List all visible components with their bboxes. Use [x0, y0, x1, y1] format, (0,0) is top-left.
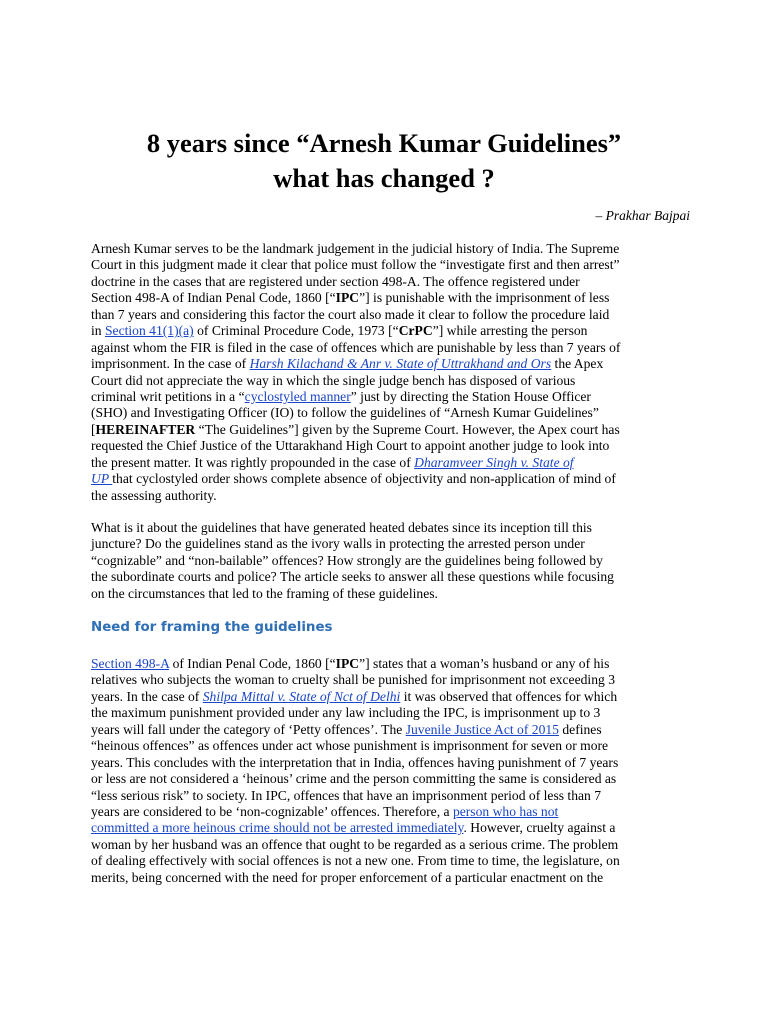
- link-heinous-crime-arrest[interactable]: person who has not: [452, 803, 559, 819]
- text-run: ”] while arresting the person: [432, 323, 588, 339]
- text-line: [91, 689, 691, 705]
- text-line: Court in this judgment made it clear that police must follow the “investigate first and then arrest”: [91, 257, 620, 273]
- text-run: . However, cruelty against a: [463, 820, 616, 836]
- title-line-2: what has changed ?: [273, 163, 495, 193]
- bold-term: IPC: [335, 290, 360, 306]
- text-line: [91, 422, 691, 438]
- text-line: (SHO) and Investigating Officer (IO) to follow the guidelines of “Arnesh Kumar Guidelines”: [91, 405, 599, 421]
- text-line: merits, being concerned with the need for proper enforcement of a particular enactment on the: [91, 869, 604, 885]
- text-line: the subordinate courts and police? The article seeks to answer all these questions while focusing: [91, 569, 614, 585]
- text-line: [91, 722, 691, 738]
- link-dharamveer-singh-case[interactable]: Dharamveer Singh v. State of: [414, 454, 574, 470]
- bold-term: HEREINAFTER: [95, 421, 196, 437]
- text-line: on the circumstances that led to the framing of these guidelines.: [91, 585, 438, 601]
- text-run: the present matter. It was rightly propounded in the case of: [91, 454, 415, 470]
- text-run: ” just by directing the Station House Officer: [350, 388, 591, 404]
- text-line: What is it about the guidelines that have generated heated debates since its inception till this: [91, 520, 592, 535]
- text-line: [91, 290, 691, 306]
- text-line: doctrine in the cases that are registered under section 498-A. The offence registered under: [91, 273, 580, 289]
- text-line: the assessing authority.: [91, 487, 217, 503]
- paragraph-intro: [91, 241, 691, 504]
- text-line: [91, 820, 691, 836]
- text-run: imprisonment. In the case of: [91, 356, 250, 372]
- text-run: years are considered to be ‘non-cognizable’ offences. Therefore, a: [91, 803, 453, 819]
- page-title: [60, 126, 708, 196]
- text-run: of Criminal Procedure Code, 1973 [“: [193, 323, 399, 339]
- text-line: [91, 471, 691, 487]
- text-run: “The Guidelines”] given by the Supreme Court. However, the Apex court has: [195, 421, 620, 437]
- author-byline: – Prakhar Bajpai: [595, 208, 690, 223]
- text-run: years will fall under the category of ‘Petty offences’. The: [91, 721, 406, 737]
- link-shilpa-mittal-case[interactable]: Shilpa Mittal v. State of Nct of Delhi: [202, 688, 401, 704]
- text-run: in: [91, 323, 105, 339]
- text-line: relatives who subjects the woman to cruelty shall be punished for imprisonment not exceeding 3: [91, 672, 615, 688]
- text-line: [91, 656, 691, 672]
- text-line: “heinous offences” as offences under act whose punishment is imprisonment for seven or more: [91, 738, 609, 754]
- link-dharamveer-singh-case-cont[interactable]: UP: [91, 471, 113, 487]
- text-line: Arnesh Kumar serves to be the landmark judgement in the judicial history of India. The Supreme: [91, 241, 620, 256]
- bold-term: IPC: [335, 656, 360, 671]
- bold-term: CrPC: [398, 323, 433, 339]
- text-line: “less serious risk” to society. In IPC, offences that have an imprisonment period of less than 7: [91, 787, 602, 803]
- text-run: years. In the case of: [91, 688, 203, 704]
- text-line: against whom the FIR is filed in the case of offences which are punishable by less than 7 years of: [91, 339, 621, 355]
- link-section-41-1-a[interactable]: Section 41(1)(a): [104, 323, 194, 339]
- text-line: [91, 356, 691, 372]
- section-heading: Need for framing the guidelines: [91, 620, 333, 635]
- text-line: the maximum punishment provided under any law including the IPC, is imprisonment up to 3: [91, 705, 601, 721]
- link-heinous-crime-arrest-cont[interactable]: committed a more heinous crime should not be arrested immediately: [91, 820, 464, 836]
- link-cyclostyled-manner[interactable]: cyclostyled manner: [244, 388, 351, 404]
- text-run: it was observed that offences for which: [400, 688, 618, 704]
- text-line: [91, 804, 691, 820]
- text-line: requested the Chief Justice of the Uttarakhand High Court to appoint another judge to look into: [91, 438, 610, 454]
- text-line: woman by her husband was an offence that ought to be regarded as a serious crime. The problem: [91, 836, 619, 852]
- text-line: or less are not considered a ‘heinous’ crime and the person committing the same is considered as: [91, 771, 617, 787]
- text-line: years. This concludes with the interpretation that in India, offences having punishment of 7 years: [91, 754, 619, 770]
- text-line: Court did not appreciate the way in which the single judge bench has disposed of various: [91, 372, 576, 388]
- text-line: “cognizable” and “non-bailable” offences? How strongly are the guidelines being followed by: [91, 552, 603, 568]
- text-run: ”] is punishable with the imprisonment of less: [359, 290, 610, 306]
- text-run: that cyclostyled order shows complete absence of objectivity and non-application of mind of: [112, 471, 616, 487]
- text-line: [91, 455, 691, 471]
- text-line: [91, 323, 691, 339]
- text-run: the Apex: [551, 356, 604, 372]
- paragraph-need: [91, 656, 691, 886]
- text-line: [91, 389, 691, 405]
- text-line: of dealing effectively with social offences is not a new one. From time to time, the legislature, on: [91, 853, 620, 869]
- link-juvenile-justice-act[interactable]: Juvenile Justice Act of 2015: [405, 721, 559, 737]
- text-run: ”] states that a woman’s husband or any of his: [359, 656, 610, 671]
- text-run: Section 498-A of Indian Penal Code, 1860 [“: [91, 290, 336, 306]
- link-section-498-a[interactable]: Section 498-A: [91, 656, 170, 671]
- paragraph-questions: [91, 520, 691, 602]
- text-run: of Indian Penal Code, 1860 [“: [169, 656, 336, 671]
- text-run: defines: [558, 721, 602, 737]
- title-line-1: 8 years since “Arnesh Kumar Guidelines”: [146, 128, 622, 158]
- link-harsh-kilachand-case[interactable]: Harsh Kilachand & Anr v. State of Uttrakhand and Ors: [249, 356, 552, 372]
- text-run: criminal writ petitions in a “: [91, 388, 245, 404]
- text-line: juncture? Do the guidelines stand as the ivory walls in protecting the arrested person under: [91, 536, 585, 552]
- text-line: than 7 years and considering this factor the court also made it clear to follow the procedure laid: [91, 306, 610, 322]
- text-run: [: [91, 421, 96, 437]
